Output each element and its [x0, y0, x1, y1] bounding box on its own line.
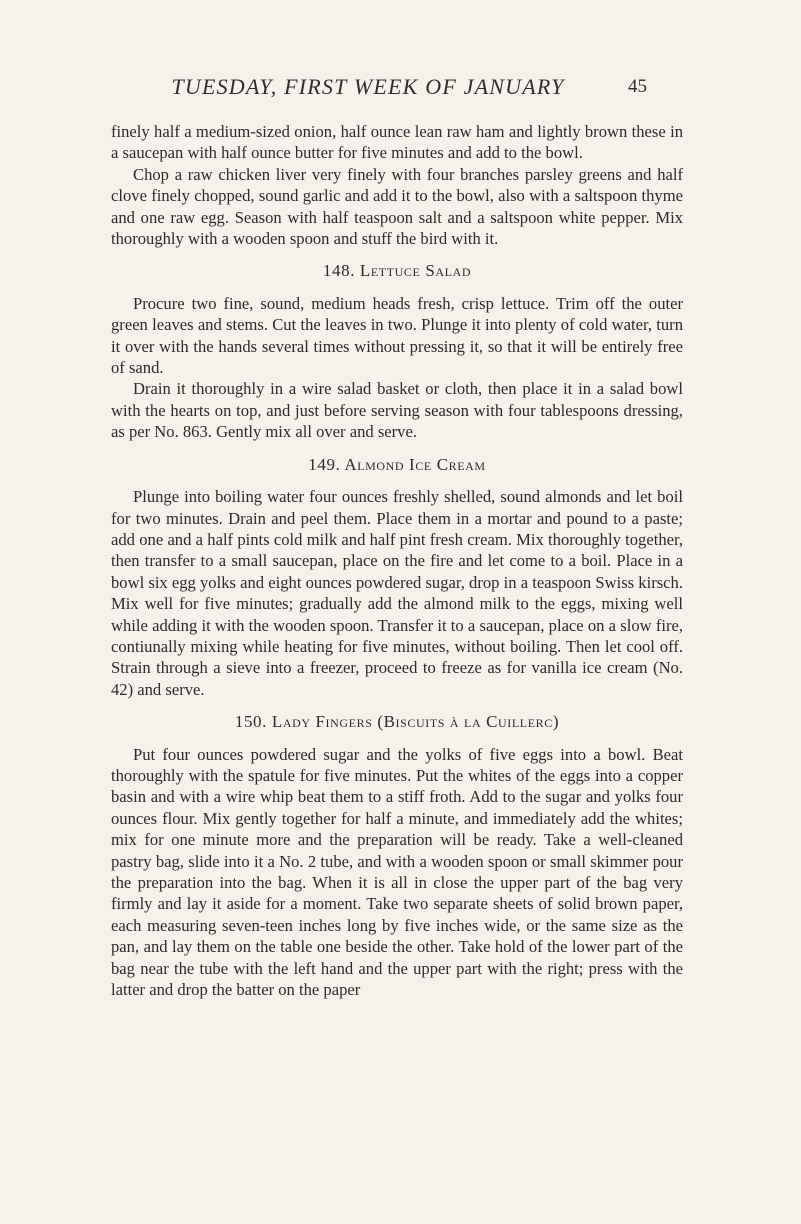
paragraph: Chop a raw chicken liver very finely with four branches parsley greens and half clove finely chopped, sound garlic and add it to the bowl, also with a saltspoon thyme and one raw egg. Season with half teaspoon salt and a saltspoon white pepper. Mix thoroughly with a wooden spoon and stuff the bird with it. [111, 164, 683, 249]
paragraph: Drain it thoroughly in a wire salad basket or cloth, then place it in a salad bowl with the hearts on top, and just before serving season with four tablespoons dressing, as per No. 863. Gently mix all over and serve. [111, 379, 683, 442]
paragraph: Put four ounces powdered sugar and the yolks of five eggs into a bowl. Beat thoroughly with the spatule for five minutes. Put the whites of the eggs into a copper basin and with a wire whip beat them to a stiff froth. Add to the sugar and yolks four ounces flour. Mix gently together for half a minute, and immediately add the whites; mix for one minute more and the preparation will be ready. Take a well-cleaned pastry bag, slide into it a No. 2 tube, and with a wooden spoon or small skimmer pour the preparation into the bag. When it is all in close the upper part of the bag very firmly and lay it aside for a moment. Take two separate sheets of solid brown paper, each measuring seven-teen inches long by five inches wide, or the same size as the pan, and lay them on the table one beside the other. Take hold of the lower part of the bag near the tube with the left hand and the upper part with the right; press with the latter and drop the batter on the paper [111, 744, 683, 1000]
page-body [111, 121, 683, 1000]
paragraph: Procure two fine, sound, medium heads fresh, crisp lettuce. Trim off the outer green leaves and stems. Cut the leaves in two. Plunge it into plenty of cold water, turn it over with the hands several times without pressing it, so that it will be entirely free of sand. [111, 293, 683, 378]
recipe-heading-lady-fingers: 150. Lady Fingers (Biscuits à la Cuillerc) [234, 712, 560, 732]
recipe-heading-lettuce-salad: 148. Lettuce Salad [322, 261, 472, 281]
paragraph: Plunge into boiling water four ounces freshly shelled, sound almonds and let boil for two minutes. Drain and peel them. Place them in a mortar and pound to a paste; add one and a half pints cold milk and half pint fresh cream. Mix thoroughly together, then transfer to a small saucepan, place on the fire and let come to a boil. Place in a bowl six egg yolks and eight ounces powdered sugar, drop in a teaspoon Swiss kirsch. Mix well for five minutes; gradually add the almond milk to the eggs, mixing well while adding it with the wooden spoon. Transfer it to a saucepan, place on a slow fire, contiunally mixing while heating for five minutes, without boiling. Then let cool off. Strain through a sieve into a freezer, proceed to freeze as for vanilla ice cream (No. 42) and serve. [111, 487, 683, 699]
running-head: TUESDAY, FIRST WEEK OF JANUARY [171, 74, 565, 99]
paragraph: finely half a medium-sized onion, half ounce lean raw ham and lightly brown these in a saucepan with half ounce butter for five minutes and add to the bowl. [111, 122, 683, 163]
recipe-heading-almond-ice-cream: 149. Almond Ice Cream [308, 454, 486, 474]
page-number: 45 [628, 76, 647, 97]
